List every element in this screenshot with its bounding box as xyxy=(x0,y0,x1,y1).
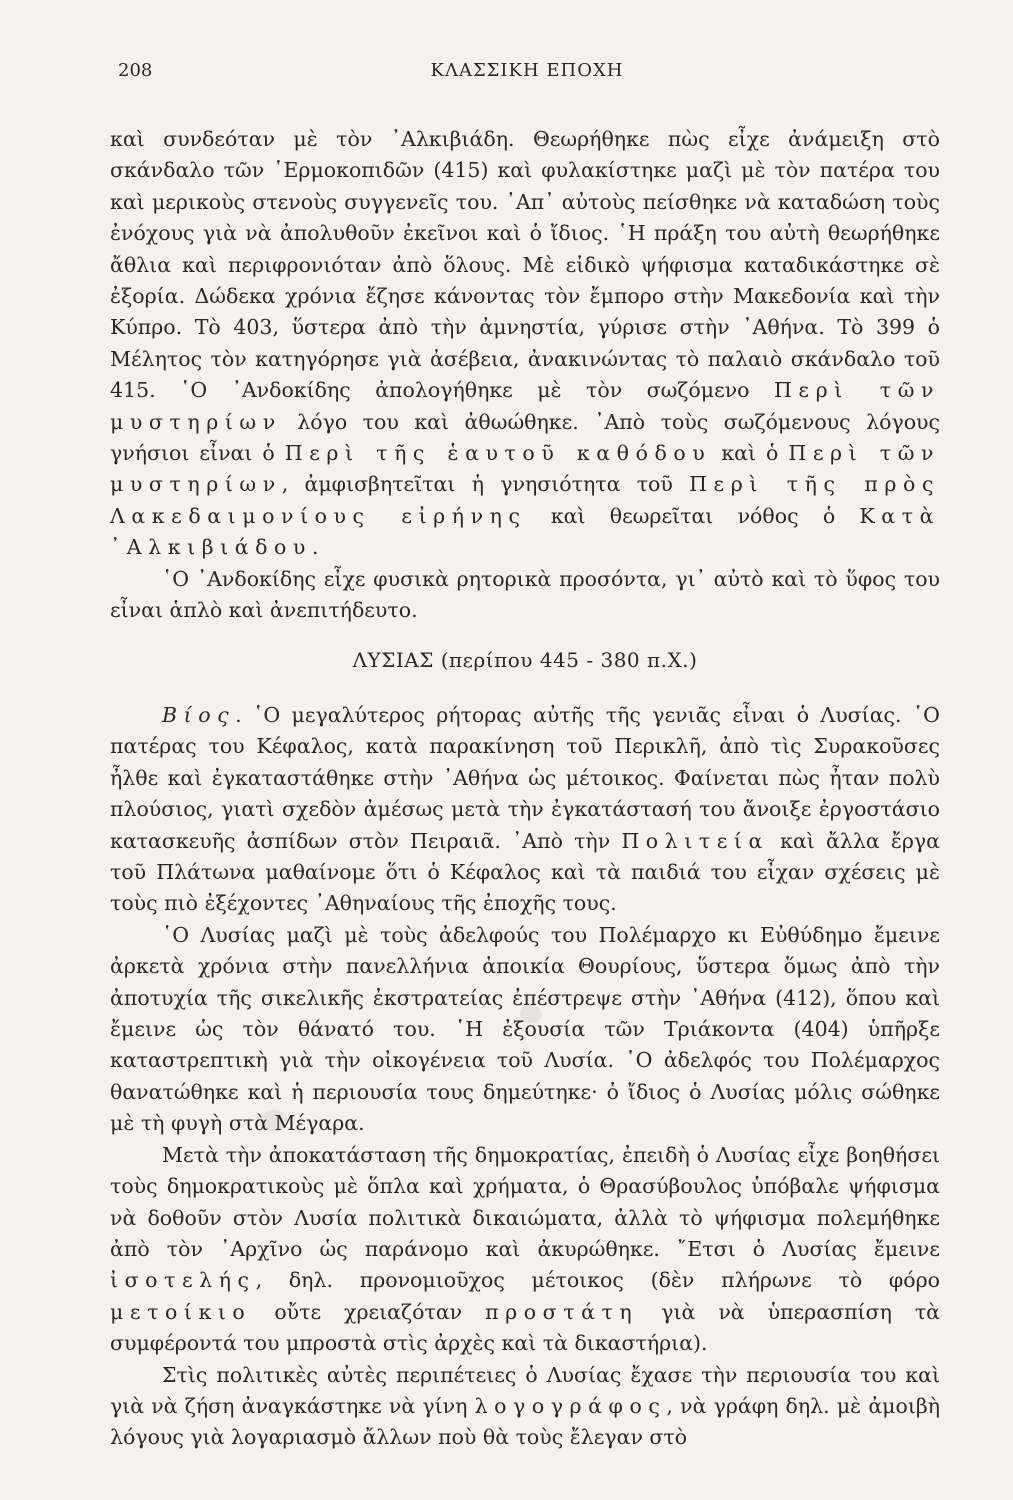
paragraph: ῾Ο ᾿Ανδοκίδης εἶχε φυσικὰ ρητορικὰ προσόντα, γι᾿ αὐτὸ καὶ τὸ ὕφος του εἶναι ἁπλὸ καὶ ἀνεπιτήδευτο. xyxy=(110,566,940,623)
spaced-title: Πολιτεία xyxy=(621,828,769,853)
spaced-title: Περὶ τῶν μυστηρίων xyxy=(110,441,940,497)
andokides-section-text xyxy=(110,124,940,627)
section-heading: ΛΥΣΙΑΣ (περίπου 445 - 380 π.Χ.) xyxy=(352,648,698,672)
paragraph: Μετὰ τὴν ἀποκατάσταση τῆς δημοκρατίας, ἐπειδὴ ὁ Λυσίας εἶχε βοηθήσει τοὺς δημοκρατικοὺς μὲ ὅπλα καὶ χρήματα, ὁ Θρασύβουλος ὑπόβαλε ψήφισμα νὰ δοθοῦν στὸν Λυσία πολιτικὰ δικαιώματα, ἀλλὰ τὸ ψήφισμα πολεμήθηκε ἀπὸ τὸν ᾿Αρχῖνο ὡς παράνομο καὶ ἀκυρώθηκε. ῎Ετσι ὁ Λυσίας ἔμεινε ἰσοτελής, δηλ. προνομιοῦχος μέτοικος (δὲν πλήρωνε τὸ φόρο μετοίκιο οὔτε χρειαζόταν προστάτη γιὰ νὰ ὑπερασπίση τὰ συμφέροντά του μπροστὰ στὶς ἀρχὲς καὶ τὰ δικαστήρια). xyxy=(110,1142,941,1356)
spaced-title: Περὶ τῆς ἑαυτοῦ καθόδου xyxy=(284,441,712,466)
spaced-title: Περὶ τῆς πρὸς Λακεδαιμονίους εἰρήνης xyxy=(110,472,940,528)
spaced-term: προστάτη xyxy=(485,1299,639,1324)
paragraph: Στὶς πολιτικὲς αὐτὲς περιπέτειες ὁ Λυσίας ἔχασε τὴν περιουσία του καὶ γιὰ νὰ ζήση ἀναγκάστηκε νὰ γίνη λογογράφος, νὰ γράφη δηλ. μὲ ἀμοιβὴ λόγους γιὰ λογαριασμὸ ἄλλων ποὺ θὰ τοὺς ἔλεγαν στὸ xyxy=(110,1362,940,1450)
page-header xyxy=(118,60,936,90)
spaced-title: Περὶ τῶν μυστηρίων xyxy=(110,378,941,434)
page-number: 208 xyxy=(118,60,153,81)
paragraph: ῾Ο Λυσίας μαζὶ μὲ τοὺς ἀδελφούς του Πολέμαρχο κι Εὐθύδημο ἔμεινε ἀρκετὰ χρόνια στὴν πανελλήνια ἀποικία Θουρίους, ὕστερα ὅμως ἀπὸ τὴν ἀποτυχία τῆς σικελικῆς ἐκστρατείας ἐπέστρεψε στὴν ᾿Αθήνα (412), ὅπου καὶ ἔμεινε ὡς τὸν θάνατό του. ῾Η ἐξουσία τῶν Τριάκοντα (404) ὑπῆρξε καταστρεπτικὴ γιὰ τὴν οἰκογένεια τοῦ Λυσία. ῾Ο ἀδελφός του Πολέμαρχος θανατώθηκε καὶ ἡ περιουσία τους δημεύτηκε· ὁ ἴδιος ὁ Λυσίας μόλις σώθηκε μὲ τὴ φυγὴ στὰ Μέγαρα. xyxy=(110,922,940,1136)
spaced-term: ἰσοτελής xyxy=(110,1268,256,1293)
paragraph: καὶ συνδεόταν μὲ τὸν ᾿Αλκιβιάδη. Θεωρήθηκε πὼς εἶχε ἀνάμειξη στὸ σκάνδαλο τῶν ῾Ερμοκοπιδῶν (415) καὶ φυλακίστηκε μαζὶ μὲ τὸν πατέρα του καὶ μερικοὺς στενοὺς συγγενεῖς του. ᾿Απ᾿ αὐτοὺς πείσθηκε νὰ καταδώση τοὺς ἐνόχους γιὰ νὰ ἀπολυθοῦν ἐκεῖνοι καὶ ὁ ἴδιος. ῾Η πράξη του αὐτὴ θεωρήθηκε ἄθλια καὶ περιφρονιόταν ἀπὸ ὅλους. Μὲ εἰδικὸ ψήφισμα καταδικάστηκε σὲ ἐξορία. Δώδεκα χρόνια ἔζησε κάνοντας τὸν ἔμπορο στὴν Μακεδονία καὶ τὴν Κύπρο. Τὸ 403, ὕστερα ἀπὸ τὴν ἀμνηστία, γύρισε στὴν ᾿Αθήνα. Τὸ 399 ὁ Μέλητος τὸν κατηγόρησε γιὰ ἀσέβεια, ἀνακινώντας τὸ παλαιὸ σκάνδαλο τοῦ 415. ῾Ο ᾿Ανδοκίδης ἀπολογήθηκε μὲ τὸν σωζόμενο Περὶ τῶν μυστηρίων λόγο του καὶ ἀθωώθηκε. ᾿Απὸ τοὺς σωζόμενους λόγους γνήσιοι εἶναι ὁ Περὶ τῆς ἑαυτοῦ καθόδου καὶ ὁ Περὶ τῶν μυστηρίων, ἀμφισβητεῖται ἡ γνησιότητα τοῦ Περὶ τῆς πρὸς Λακεδαιμονίους εἰρήνης καὶ θεωρεῖται νόθος ὁ Κατὰ ᾿Αλκιβιάδου. xyxy=(110,127,941,560)
spaced-term: λογογράφος xyxy=(474,1393,667,1418)
lysias-section-text xyxy=(110,700,940,1454)
subsection-label: Βίος xyxy=(162,703,236,727)
spaced-title: Κατὰ ᾿Αλκιβιάδου xyxy=(110,503,940,560)
paragraph: Βίος. ῾Ο μεγαλύτερος ρήτορας αὐτῆς τῆς γενιᾶς εἶναι ὁ Λυσίας. ῾Ο πατέρας του Κέφαλος, κατὰ παρακίνηση τοῦ Περικλῆ, ἀπὸ τὶς Συρακοῦσες ἦλθε καὶ ἐγκαταστάθηκε στὴν ᾿Αθήνα ὡς μέτοικος. Φαίνεται πὼς ἦταν πολὺ πλούσιος, γιατὶ σχεδὸν ἀμέσως μετὰ τὴν ἐγκατάστασή του ἄνοιξε ἐργοστάσιο κατασκευῆς ἀσπίδων στὸν Πειραιᾶ. ᾿Απὸ τὴν Πολιτεία καὶ ἄλλα ἔργα τοῦ Πλάτωνα μαθαίνομε ὅτι ὁ Κέφαλος καὶ τὰ παιδιά του εἶχαν σχέσεις μὲ τοὺς πιὸ ἐξέχοντες ᾿Αθηναίους τῆς ἐποχῆς τους. xyxy=(110,703,940,916)
running-title: ΚΛΑΣΣΙΚΗ ΕΠΟΧΗ xyxy=(430,60,624,81)
spaced-term: μετοίκιο xyxy=(110,1299,252,1324)
